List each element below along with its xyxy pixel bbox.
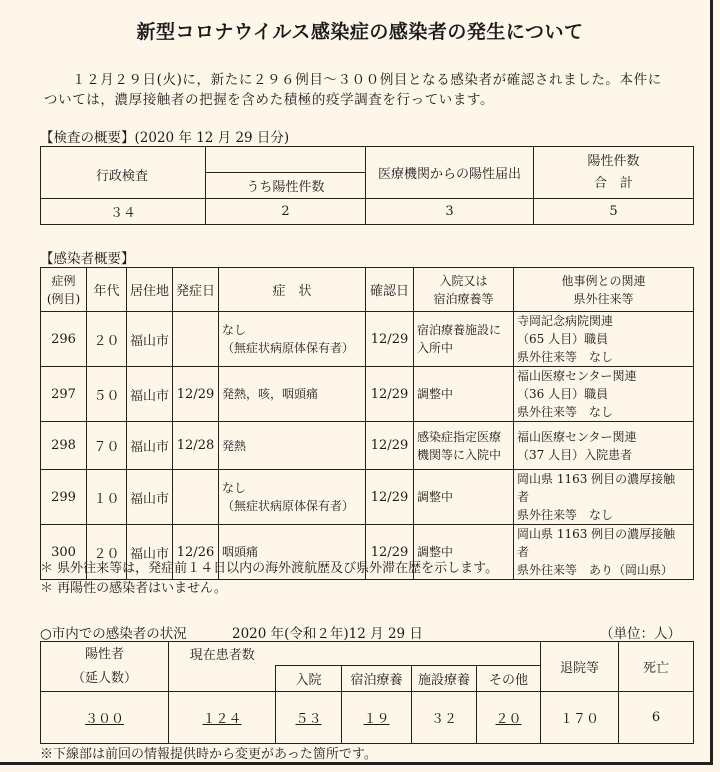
hospital-value-text: ５３	[295, 712, 322, 727]
case-related-line: 福山医療センター関連	[517, 429, 637, 444]
discharged-header: 退院等	[541, 642, 619, 692]
case-admission	[414, 312, 514, 367]
admission-header	[414, 268, 514, 312]
case-admission-line: 調整中	[417, 545, 454, 559]
case-no: 296	[41, 312, 87, 367]
current-value-text: １２４	[202, 712, 242, 727]
case-related-line: （37 人目）入院患者	[517, 447, 633, 462]
medical-value: 3	[366, 199, 534, 225]
case-related	[514, 470, 694, 525]
case-no-header-line-1: 症例	[51, 273, 76, 288]
discharged-value: １７０	[541, 692, 619, 744]
cases-heading: 【感染者概要】	[40, 251, 135, 267]
cases-header-row	[41, 268, 694, 312]
case-related-line: 福山医療センター関連	[517, 369, 637, 383]
admin-header-label: 行政検査	[96, 169, 149, 184]
case-symptoms	[219, 422, 366, 470]
note-1: ＊ 県外往来等は，発症前１４日以内の海外渡航歴及び県外滞在歴を示します。	[40, 561, 499, 576]
onset-header: 発症日	[173, 268, 219, 312]
age-header: 年代	[87, 268, 127, 312]
case-related-line: 者	[517, 490, 530, 504]
case-related	[514, 422, 694, 470]
case-symptoms-line: （無症状病原体保有者）	[222, 341, 355, 355]
confirmed-header: 確認日	[366, 268, 414, 312]
case-admission	[414, 367, 514, 422]
case-age: ５０	[87, 367, 127, 422]
positive-header-line-2: （延人数）	[71, 670, 137, 686]
case-row	[41, 470, 694, 525]
case-related-line: （65 人目）職員	[517, 332, 609, 346]
case-symptoms-line: （無症状病原体保有者）	[222, 499, 355, 513]
case-related-line: 県外往来等 なし	[517, 508, 614, 522]
total-header-line-1: 陽性件数	[587, 153, 640, 169]
case-age: １０	[87, 470, 127, 525]
case-admission-line: 調整中	[417, 490, 454, 504]
case-confirmed: 12/29	[366, 367, 414, 422]
case-related-line: 県外往来等 なし	[517, 350, 614, 364]
related-header-line-1: 他事例との関連	[561, 273, 646, 288]
case-age: ２０	[87, 312, 127, 367]
residence-header: 居住地	[127, 268, 173, 312]
hospital-header: 入院	[276, 666, 342, 692]
case-residence: 福山市	[127, 367, 173, 422]
case-admission	[414, 470, 514, 525]
case-admission-line: 調整中	[417, 387, 454, 401]
case-age: ２０	[87, 525, 127, 580]
positive-value-text: ３００	[84, 712, 124, 727]
status-date: 2020 年(令和２年)12 月 29 日	[232, 626, 423, 642]
hotel-value	[342, 692, 412, 744]
case-related-line: 者	[517, 545, 530, 559]
admin-value: ３４	[41, 199, 206, 225]
hotel-header: 宿泊療養	[342, 666, 412, 692]
current-header-spacer	[276, 642, 541, 666]
case-onset: 12/28	[173, 422, 219, 470]
case-confirmed: 12/29	[366, 422, 414, 470]
case-symptoms-line: なし	[222, 481, 247, 495]
case-confirmed: 12/29	[366, 470, 414, 525]
facility-header: 施設療養	[412, 666, 477, 692]
page-title: 新型コロナウイルス感染症の感染者の発生について	[136, 21, 584, 43]
admin-positive-value: 2	[206, 199, 366, 225]
case-admission-line: 機関等に入院中	[417, 447, 502, 462]
case-admission-line: 入所中	[417, 341, 454, 355]
case-related	[514, 525, 694, 580]
case-residence: 福山市	[127, 422, 173, 470]
case-no: 298	[41, 422, 87, 470]
intro-line-1: １２月２９日(火)に，新たに２９６例目～３００例目となる感染者が確認されました。本件に	[72, 72, 662, 88]
medical-header: 医療機関からの陽性届出	[366, 147, 534, 199]
symptoms-header: 症 状	[219, 268, 366, 312]
case-symptoms-line: 咽頭痛	[222, 545, 259, 559]
other-value-text: ２０	[495, 712, 522, 727]
other-value	[477, 692, 541, 744]
case-age: ７０	[87, 422, 127, 470]
case-related-line: 岡山県 1163 例目の濃厚接触	[517, 472, 676, 486]
status-table	[40, 641, 694, 744]
total-value: 5	[534, 199, 694, 225]
admin-header-cont	[206, 147, 366, 173]
inspection-heading: 【検査の概要】(2020 年 12 月 29 日分)	[40, 130, 290, 146]
case-onset	[173, 470, 219, 525]
case-residence: 福山市	[127, 525, 173, 580]
facility-value: ３２	[412, 692, 477, 744]
case-no: 300	[41, 525, 87, 580]
current-value	[169, 692, 276, 744]
case-admission-line: 宿泊療養施設に	[417, 323, 502, 337]
case-row	[41, 312, 694, 367]
note-2: ＊ 再陽性の感染者はいません。	[40, 581, 227, 596]
case-no: 297	[41, 367, 87, 422]
other-header: その他	[477, 666, 541, 692]
case-related-line: 県外往来等 なし	[517, 405, 614, 419]
positive-header-line-1: 陽性者	[84, 646, 124, 662]
status-unit: （単位：人）	[600, 626, 681, 642]
admission-header-line-1: 入院又は	[439, 273, 488, 288]
case-related-line: 寺岡記念病院関連	[517, 314, 614, 328]
hospital-value	[276, 692, 342, 744]
case-admission	[414, 422, 514, 470]
total-header	[534, 147, 694, 199]
case-symptoms	[219, 312, 366, 367]
admin-positive-header: うち陽性件数	[206, 173, 366, 199]
case-symptoms	[219, 367, 366, 422]
case-related	[514, 312, 694, 367]
inspection-table	[40, 146, 694, 225]
case-confirmed: 12/29	[366, 525, 414, 580]
case-related-line: 県外往来等 あり（岡山県）	[517, 563, 674, 577]
case-row	[41, 367, 694, 422]
intro-line-2: ついては，濃厚接触者の把握を含めた積極的疫学調査を行っています。	[44, 92, 495, 108]
current-header: 現在患者数	[169, 642, 276, 666]
case-admission-line: 感染症指定医療	[417, 429, 502, 444]
current-header-blank	[169, 666, 276, 692]
case-related-line: （36 人目）職員	[517, 387, 609, 401]
positive-value	[41, 692, 169, 744]
deaths-header: 死亡	[619, 642, 694, 692]
related-header	[514, 268, 694, 312]
case-onset: 12/26	[173, 525, 219, 580]
case-residence: 福山市	[127, 312, 173, 367]
case-symptoms	[219, 470, 366, 525]
case-symptoms-line: 発熱，咳，咽頭痛	[222, 387, 319, 401]
case-confirmed: 12/29	[366, 312, 414, 367]
case-residence: 福山市	[127, 470, 173, 525]
case-row	[41, 422, 694, 470]
related-header-line-2: 県外往来等	[573, 291, 634, 306]
case-symptoms-line: 発熱	[222, 438, 247, 453]
case-symptoms-line: なし	[222, 323, 247, 337]
case-no-header-line-2: (例目)	[46, 291, 81, 306]
positive-header	[41, 642, 169, 692]
case-onset	[173, 312, 219, 367]
deaths-value: 6	[619, 692, 694, 744]
case-no-header	[41, 268, 87, 312]
case-onset: 12/29	[173, 367, 219, 422]
case-no: 299	[41, 470, 87, 525]
total-header-line-2: 合 計	[593, 175, 633, 191]
status-heading: ○市内での感染者の状況	[40, 626, 187, 642]
case-related-line: 岡山県 1163 例目の濃厚接触	[517, 527, 676, 541]
case-related	[514, 367, 694, 422]
cases-table	[40, 267, 694, 580]
admission-header-line-2: 宿泊療養等	[433, 291, 494, 306]
hotel-value-text: １９	[363, 712, 390, 727]
footnote: ※下線部は前回の情報提供時から変更があった箇所です。	[40, 747, 377, 762]
